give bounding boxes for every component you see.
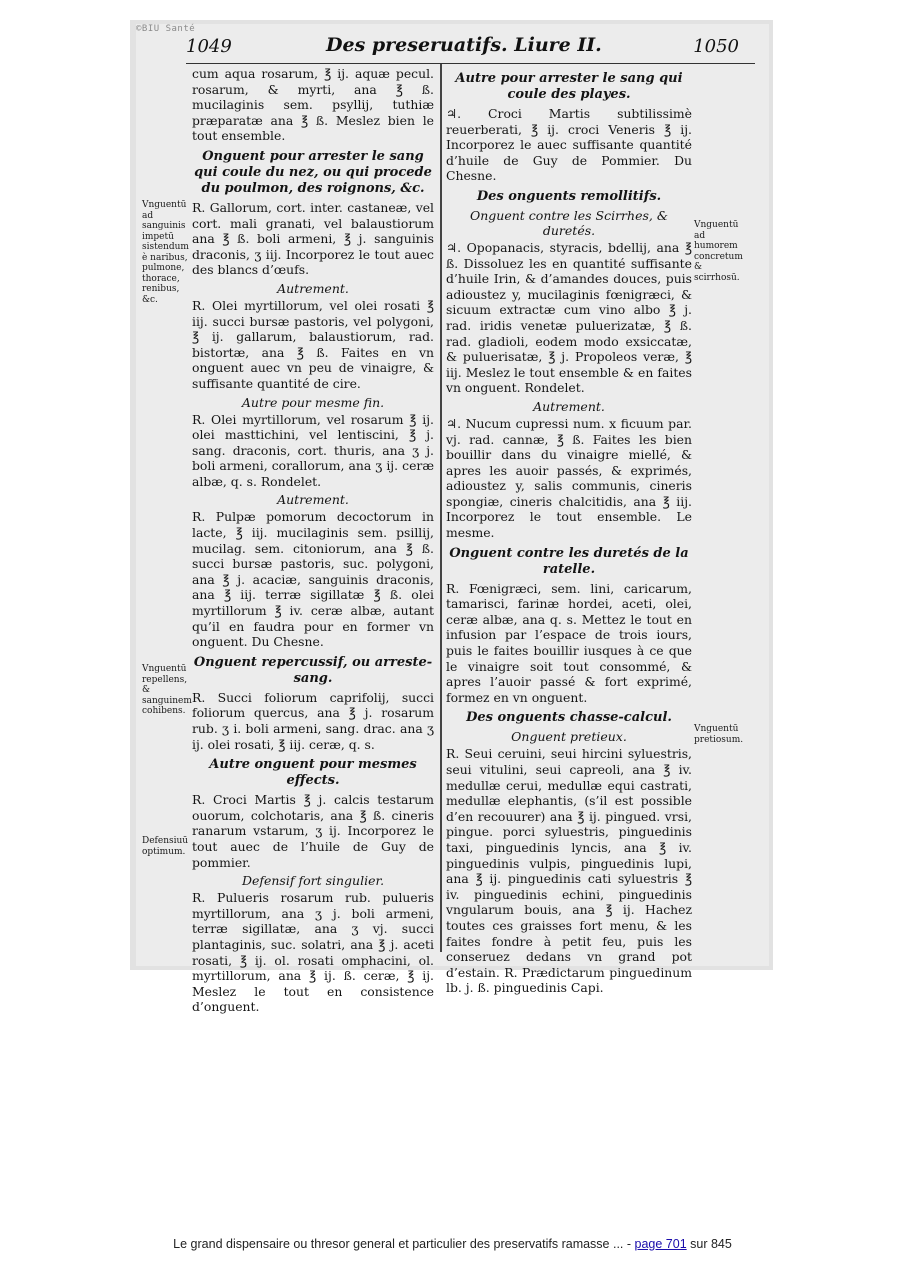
- section-heading: Onguent repercussif, ou arreste-sang.: [193, 654, 433, 686]
- sub-heading: Autre pour mesme fin.: [241, 394, 385, 410]
- book-page: [136, 24, 769, 1015]
- sub-heading: Onguent pretieux.: [511, 729, 627, 745]
- paragraph: R. Pulueris rosarum rub. pulueris myrtillorum, ana ʒ j. boli armeni, terræ sigillatæ, ana ʒ vj. succi plantaginis, suc. solatri, ana ℥ j. aceti rosati, ℥ ij. ol. rosati omphacini, ol. myrtillorum, ana ℥ ij. ß. ceræ, ℥ ij. Meslez le tout en consistence d’onguent.: [192, 890, 434, 1015]
- footer-book-title: Le grand dispensaire ou thresor general et particulier des preservatifs ramasse ... -: [173, 1237, 635, 1251]
- paragraph: R. Gallorum, cort. inter. castaneæ, vel cort. mali granati, vel balaustiorum ana ℥ ß. boli armeni, ℥ j. sanguinis draconis, ʒ iij. Incorporez le tout auec des blancs d’œufs.: [192, 199, 434, 278]
- section-heading: Des onguents chasse-calcul.: [466, 710, 672, 726]
- watermark: ©BIU Santé: [136, 24, 196, 34]
- running-title: Des preseruatifs. Liure II.: [326, 34, 602, 56]
- page-link[interactable]: page 701: [634, 1237, 687, 1251]
- paragraph: R. Seui ceruini, seui hircini syluestris, seui vitulini, seui capreoli, ana ℥ iv. medullæ cerui, medullæ equi castrati, medullæ elephantis, (s’il est possible d’en recouurer) ana ℥ ij. pingued. vrsi, pingue. porci syluestris, pinguedinis taxi, pinguedinis lyncis, ana ℥ iv. pinguedinis vulpis, pinguedinis lupi, ana ℥ ij. pinguedinis cati syluestris ℥ iv. pinguedinis echini, pinguedinis vngularum bouis, ana ℥ ij. Hachez toutes ces graisses fort menu, & les faites fondre à petit feu, puis les conseruez dedans vn grand pot d’estain. R. Prædictarum pinguedinum lb. j. ß. pinguedinis Capi.: [446, 746, 692, 996]
- margin-note: Vnguentū ad sanguinis impetū sistendum è naribus, pulmone, thorace, renibus, &c.: [142, 200, 189, 305]
- paragraph: R. Croci Martis ℥ j. calcis testarum ouorum, colchotaris, ana ℥ ß. cineris ranarum vstarum, ʒ ij. Incorporez le tout auec de l’huile de Guy de pommier.: [192, 792, 434, 870]
- paragraph: R. Pulpæ pomorum decoctorum in lacte, ℥ iij. mucilaginis sem. psillij, mucilag. sem. citoniorum, ana ℥ ß. succi bursæ pastoris, suc. polygoni, ana ℥ j. acaciæ, sanguinis draconis, ana ℥ iij. terræ sigillatæ ℥ ß. olei myrtillorum ℥ iv. ceræ albæ, autant qu’il en faudra pour en former vn onguent. Du Chesne.: [192, 509, 434, 650]
- running-header: [186, 34, 739, 60]
- section-heading: Onguent pour arrester le sang qui coule du nez, ou qui procede du poulmon, des roignons, &c.: [194, 148, 432, 196]
- header-rule: [186, 63, 755, 64]
- paragraph: R. Fœnigræci, sem. lini, caricarum, tamarisci, farinæ hordei, aceti, olei, ceræ albæ, ana q. s. Mettez le tout en infusion par l’espace de trois iours, puis le faites bouillir iusques à ce que le vinaigre soit tout consommé, & apres l’auoir passé & fort exprimé, formez en vn onguent.: [446, 580, 692, 705]
- right-column: [446, 66, 692, 998]
- paragraph: R. Olei myrtillorum, vel rosarum ℥ ij. olei masttichini, vel lentiscini, ℥ j. sang. draconis, cort. thuris, ana ʒ j. boli armeni, corallorum, ana ʒ ij. ceræ albæ, q. s. Rondelet.: [192, 411, 434, 489]
- paragraph: ♃. Nucum cupressi num. x ficuum par. vj. rad. cannæ, ℥ ß. Faites les bien bouillir dans du vinaigre miellé, & apres les auoir passés, & exprimés, adioustez y, salis communis, cineris spongiæ, cineris chalcitidis, ana ℥ iij. Incorporez le tout ensemble. Le mesme.: [446, 415, 692, 541]
- paragraph: R. Succi foliorum caprifolij, succi foliorum quercus, ana ℥ j. rosarum rub. ʒ i. boli armeni, sang. drac. ana ʒ ij. olei rosati, ℥ iij. ceræ, q. s.: [192, 689, 434, 752]
- paragraph: ♃. Croci Martis subtilissimè reuerberati, ℥ ij. croci Veneris ℥ ij. Incorporez le auec suffisante quantité d’huile de Guy de Pommier. Du Chesne.: [446, 106, 692, 184]
- section-heading: Autre pour arrester le sang qui coule des playes.: [455, 71, 683, 102]
- page-scan: [130, 20, 773, 1015]
- margin-note: Vnguentū ad humorem concretum & scirrhosū.: [694, 220, 743, 283]
- page-number-left: 1049: [186, 36, 232, 57]
- column-divider: [440, 64, 442, 952]
- margin-note: Vnguentū pretiosum.: [694, 724, 744, 745]
- margin-note: Vnguentū repellens, & sanguinem cohibens.: [142, 664, 192, 716]
- section-heading: Autre onguent pour mesmes effects.: [209, 757, 417, 789]
- section-heading: Onguent contre les duretés de la ratelle.: [449, 545, 689, 577]
- left-column: [192, 66, 434, 1017]
- paragraph: ♃. Opopanacis, styracis, bdellij, ana ℥ ß. Dissoluez les en quantité suffisante d’huile Irin, & d’amandes douces, puis adioustez y, mucilaginis fœnigræci, & sicuum extractæ cum vino albo ℥ j. rad. iridis venetæ puluerizatæ, ℥ ß. rad. gladioli, eodem modo exsiccatæ, & puluerisatæ, ℥ j. Propoleos veræ, ℥ iij. Meslez le tout ensemble & en faites vn onguent. Rondelet.: [446, 239, 692, 396]
- sub-heading: Autrement.: [277, 280, 349, 296]
- margin-note: Defensiuū optimum.: [142, 836, 189, 857]
- footer-caption: [0, 1237, 905, 1251]
- paragraph: R. Olei myrtillorum, vel olei rosati ℥ iij. succi bursæ pastoris, vel polygoni, ℥ ij. gallarum, balaustiorum, rad. bistortæ, ana ℥ ß. Faites en vn onguent auec vn peu de vinaigre, & suffisante quantité de cire.: [192, 297, 434, 391]
- sub-heading: Defensif fort singulier.: [241, 873, 385, 889]
- sub-heading: Onguent contre les Scirrhes, & duretés.: [470, 207, 668, 238]
- footer-page-count: sur 845: [686, 1237, 732, 1251]
- sub-heading: Autrement.: [533, 398, 605, 414]
- page-number-right: 1050: [693, 36, 739, 57]
- sub-heading: Autrement.: [277, 492, 349, 508]
- paragraph: cum aqua rosarum, ℥ ij. aquæ pecul. rosarum, & myrti, ana ℥ ß. mucilaginis sem. psyllij, tuthiæ præparatæ ana ℥ ß. Meslez bien le tout ensemble.: [192, 66, 434, 144]
- section-heading: Des onguents remollitifs.: [476, 188, 662, 204]
